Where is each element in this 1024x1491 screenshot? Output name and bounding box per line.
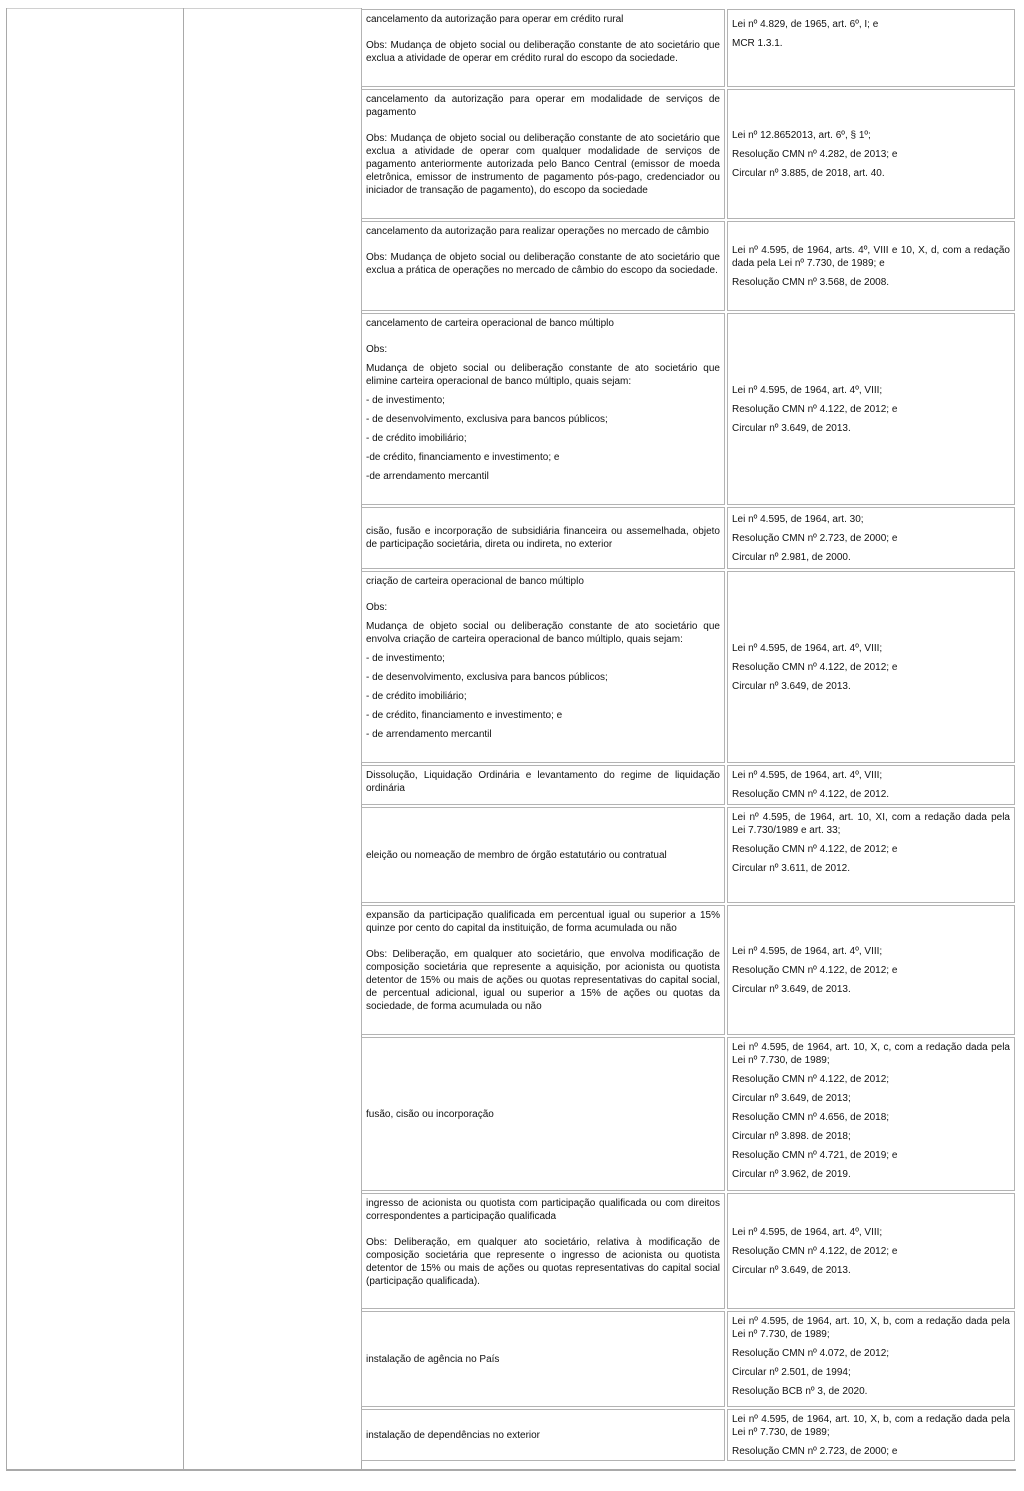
legal-reference: Lei nº 4.595, de 1964, art. 10, XI, com a redação dada pela Lei 7.730/1989 e art. 33;	[732, 812, 1010, 836]
event-note: Obs: Mudança de objeto social ou deliberação constante de ato societário que exclua a atividade de operar com qualquer modalidade de serviços de pagamento anteriormente autorizada pelo Banco Central (emissor de moeda eletrônica, emissor de instrumento de pagamento pós-pago, credenciador ou iniciador de transação de pagamento), do escopo da sociedade	[366, 133, 720, 196]
legal-reference: Lei nº 4.595, de 1964, art. 4º, VIII;	[732, 384, 883, 396]
event-title: cancelamento da autorização para operar em modalidade de serviços de pagamento	[366, 94, 720, 118]
event-note-label: Obs:	[366, 602, 388, 613]
event-description-cell	[361, 571, 725, 763]
table-row	[360, 806, 1016, 904]
event-description-cell	[361, 507, 725, 569]
event-title: criação de carteira operacional de banco múltiplo	[366, 576, 584, 587]
legal-basis-cell	[727, 571, 1015, 763]
table-row	[360, 506, 1016, 570]
legal-reference: Circular nº 3.649, de 2013.	[732, 983, 851, 995]
legal-reference: Resolução CMN nº 4.656, de 2018;	[732, 1112, 890, 1123]
legal-reference: Circular nº 3.649, de 2013.	[732, 422, 851, 434]
list-item: - de crédito imobiliário;	[366, 691, 467, 702]
table-row	[360, 904, 1016, 1036]
table-row	[360, 88, 1016, 220]
event-title: cancelamento da autorização para operar em crédito rural	[366, 14, 624, 25]
list-item: - de desenvolvimento, exclusiva para bancos públicos;	[366, 672, 608, 683]
legal-basis-cell	[727, 313, 1015, 505]
event-note-label: Obs:	[366, 344, 388, 355]
legal-reference: Circular nº 3.649, de 2013.	[732, 680, 851, 692]
legal-reference: Resolução CMN nº 4.122, de 2012.	[732, 789, 890, 800]
legal-reference: Resolução CMN nº 4.721, de 2019; e	[732, 1150, 898, 1161]
legal-reference: Lei nº 4.595, de 1964, art. 4º, VIII;	[732, 642, 883, 654]
legal-reference: Resolução CMN nº 3.568, de 2008.	[732, 276, 890, 288]
legal-reference: Resolução BCB nº 3, de 2020.	[732, 1386, 868, 1397]
legal-basis-cell	[727, 1409, 1015, 1461]
list-item: -de crédito, financiamento e investimento; e	[366, 452, 560, 463]
event-note: Obs: Mudança de objeto social ou deliberação constante de ato societário que exclua a prática de operações no mercado de câmbio do escopo da sociedade.	[366, 252, 720, 276]
event-title: expansão da participação qualificada em percentual igual ou superior a 15% quinze por cento do capital da instituição, de forma acumulada ou não	[366, 910, 720, 934]
table-row	[360, 570, 1016, 764]
event-note: Mudança de objeto social ou deliberação constante de ato societário que elimine carteira operacional de banco múltiplo, quais sejam:	[366, 363, 720, 387]
event-description-cell	[361, 1311, 725, 1407]
legal-reference: Circular nº 3.898. de 2018;	[732, 1131, 851, 1142]
list-item: - de arrendamento mercantil	[366, 729, 492, 740]
event-description-cell	[361, 9, 725, 87]
legal-reference: Circular nº 3.962, de 2019.	[732, 1169, 851, 1180]
legal-reference: Circular nº 2.981, de 2000.	[732, 551, 851, 563]
table-row	[360, 1408, 1016, 1462]
event-title: fusão, cisão ou incorporação	[366, 1108, 494, 1120]
event-description-cell	[361, 1037, 725, 1191]
legal-reference: Resolução CMN nº 4.122, de 2012; e	[732, 964, 898, 976]
legal-reference: Lei nº 4.595, de 1964, art. 4º, VIII;	[732, 1226, 883, 1238]
legal-reference: Resolução CMN nº 4.122, de 2012; e	[732, 403, 898, 415]
event-title: Dissolução, Liquidação Ordinária e levantamento do regime de liquidação ordinária	[366, 770, 720, 794]
legal-reference: Resolução CMN nº 2.723, de 2000; e	[732, 532, 898, 544]
outer-column-border-1	[183, 8, 184, 1471]
event-note: Mudança de objeto social ou deliberação constante de ato societário que envolva criação de carteira operacional de banco múltiplo, quais sejam:	[366, 621, 720, 645]
event-description-cell	[361, 765, 725, 805]
legal-basis-cell	[727, 9, 1015, 87]
legal-reference: Resolução CMN nº 4.122, de 2012; e	[732, 844, 898, 855]
event-note: Obs: Mudança de objeto social ou deliberação constante de ato societário que exclua a atividade de operar em crédito rural do escopo da sociedade.	[366, 40, 720, 64]
legal-basis-cell	[727, 1193, 1015, 1309]
legal-reference: Circular nº 2.501, de 1994;	[732, 1367, 851, 1378]
legal-reference: Lei nº 4.595, de 1964, art. 4º, VIII;	[732, 945, 883, 957]
event-title: cancelamento da autorização para realizar operações no mercado de câmbio	[366, 226, 709, 237]
legal-reference: Resolução CMN nº 2.723, de 2000; e	[732, 1446, 898, 1457]
table-row	[360, 220, 1016, 312]
legal-basis-cell	[727, 507, 1015, 569]
event-description-cell	[361, 905, 725, 1035]
table-row	[360, 312, 1016, 506]
event-description-cell	[361, 1409, 725, 1461]
legal-basis-cell	[727, 807, 1015, 903]
legal-reference: Circular nº 3.885, de 2018, art. 40.	[732, 167, 885, 179]
event-description-cell	[361, 89, 725, 219]
table-row	[360, 764, 1016, 806]
list-item: - de investimento;	[366, 395, 445, 406]
event-title: instalação de agência no País	[366, 1353, 500, 1365]
event-description-cell	[361, 807, 725, 903]
regulation-table	[360, 8, 1016, 1462]
legal-reference: Circular nº 3.649, de 2013;	[732, 1093, 851, 1104]
legal-reference: Lei nº 4.595, de 1964, art. 4º, VIII;	[732, 770, 883, 781]
legal-basis-cell	[727, 905, 1015, 1035]
legal-reference: MCR 1.3.1.	[732, 38, 783, 49]
list-item: - de investimento;	[366, 653, 445, 664]
table-row	[360, 8, 1016, 88]
legal-reference: Resolução CMN nº 4.282, de 2013; e	[732, 148, 898, 160]
table-row	[360, 1192, 1016, 1310]
list-item: -de arrendamento mercantil	[366, 471, 489, 482]
legal-reference: Resolução CMN nº 4.072, de 2012;	[732, 1348, 890, 1359]
table-row	[360, 1036, 1016, 1192]
event-description-cell	[361, 221, 725, 311]
outer-column-border-left	[6, 8, 7, 1471]
legal-reference: Lei nº 4.595, de 1964, arts. 4º, VIII e 10, X, d, com a redação dada pela Lei nº 7.730, de 1989; e	[732, 244, 1010, 269]
legal-basis-cell	[727, 765, 1015, 805]
legal-basis-cell	[727, 1311, 1015, 1407]
event-note: Obs: Deliberação, em qualquer ato societário, relativa à modificação de composição societária que represente o ingresso de acionista ou quotista detentor de 15% ou mais de ações ou quotas representativas do capital social (participação qualificada).	[366, 1237, 720, 1287]
legal-reference: Resolução CMN nº 4.122, de 2012; e	[732, 661, 898, 673]
list-item: - de crédito imobiliário;	[366, 433, 467, 444]
event-title: eleição ou nomeação de membro de órgão estatutário ou contratual	[366, 849, 667, 861]
event-title: instalação de dependências no exterior	[366, 1429, 541, 1441]
list-item: - de desenvolvimento, exclusiva para bancos públicos;	[366, 414, 608, 425]
event-title: cancelamento de carteira operacional de banco múltiplo	[366, 318, 614, 329]
table-row	[360, 1310, 1016, 1408]
event-description-cell	[361, 1193, 725, 1309]
list-item: - de crédito, financiamento e investimento; e	[366, 710, 563, 721]
legal-basis-cell	[727, 1037, 1015, 1191]
event-title: ingresso de acionista ou quotista com participação qualificada ou com direitos correspondentes a participação qualificada	[366, 1198, 720, 1222]
legal-reference: Resolução CMN nº 4.122, de 2012;	[732, 1074, 890, 1085]
legal-reference: Lei nº 4.829, de 1965, art. 6º, I; e	[732, 19, 879, 30]
legal-basis-cell	[727, 221, 1015, 311]
legal-reference: Lei nº 4.595, de 1964, art. 10, X, b, com a redação dada pela Lei nº 7.730, de 1989;	[732, 1316, 1010, 1340]
legal-reference: Lei nº 4.595, de 1964, art. 30;	[732, 513, 864, 525]
outer-bottom-border	[6, 1469, 1016, 1471]
event-description-cell	[361, 313, 725, 505]
legal-reference: Lei nº 4.595, de 1964, art. 10, X, c, com a redação dada pela Lei nº 7.730, de 1989;	[732, 1042, 1010, 1066]
legal-reference: Circular nº 3.649, de 2013.	[732, 1264, 851, 1276]
legal-reference: Resolução CMN nº 4.122, de 2012; e	[732, 1245, 898, 1257]
legal-reference: Lei nº 4.595, de 1964, art. 10, X, b, com a redação dada pela Lei nº 7.730, de 1989;	[732, 1414, 1010, 1438]
event-note: Obs: Deliberação, em qualquer ato societário, que envolva modificação de composição societária que represente a aquisição, por acionista ou quotista detentor de 15% ou mais de ações ou quotas representativas do capital social, de percentual adicional, igual ou superior a 15% de ações ou quotas da sociedade, de forma acumulada ou não	[366, 949, 720, 1012]
legal-reference: Lei nº 12.8652013, art. 6º, § 1º;	[732, 129, 871, 141]
event-title: cisão, fusão e incorporação de subsidiária financeira ou assemelhada, objeto de participação societária, direta ou indireta, no exterior	[366, 526, 720, 550]
legal-basis-cell	[727, 89, 1015, 219]
legal-reference: Circular nº 3.611, de 2012.	[732, 863, 850, 874]
